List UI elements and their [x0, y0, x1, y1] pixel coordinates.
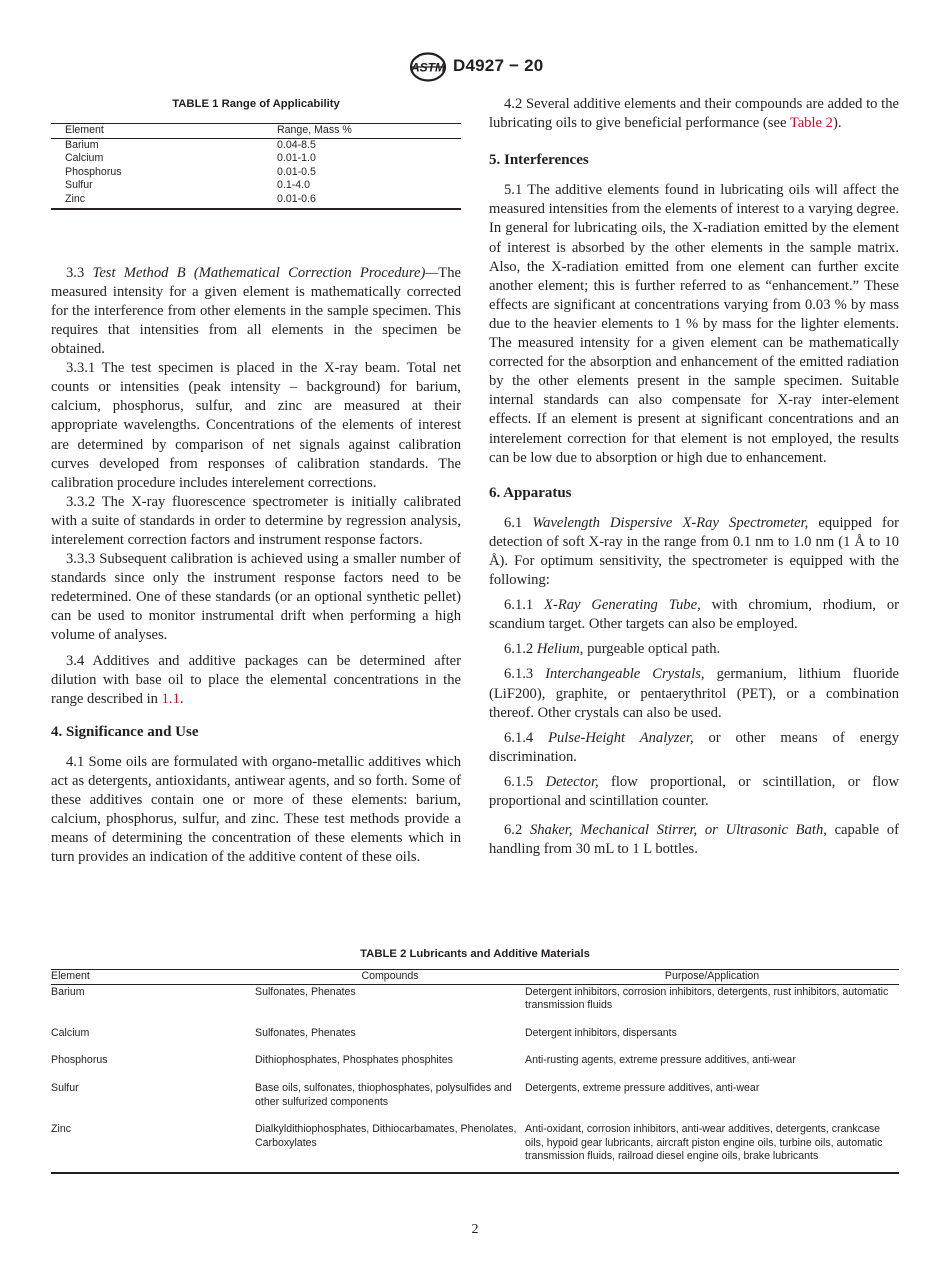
- paragraph-6-2: [489, 821, 899, 859]
- table2-compounds-cell: Sulfonates, Phenates: [255, 1026, 356, 1039]
- table2-header-element: Element: [51, 970, 255, 985]
- paragraph-text: germanium, lithium fluoride (LiF200), graphite, or pentaerythritol (PET), or a combination thereof. Other crystals can also be used.: [489, 666, 900, 721]
- paragraph-text: 3.4 Additives and additive packages can be determined after dilution with base oil to place the elemental concentrations in the range described in: [51, 652, 461, 707]
- table-row: [51, 179, 461, 193]
- paragraph-3-4: [51, 652, 461, 709]
- table2-element-cell: Zinc: [51, 1123, 255, 1173]
- paragraph-6-1-3: [489, 665, 899, 722]
- table-row: [51, 1027, 899, 1055]
- table2-element-cell: Barium: [51, 985, 85, 998]
- table-row: [51, 166, 461, 180]
- table1-range-cell: 0.01-0.5: [277, 165, 316, 178]
- paragraph-4-1: 4.1 Some oils are formulated with organo-metallic additives which act as detergents, antioxidants, antiwear agents, and so forth. Some of these additives contain one or more of these elements: barium, calcium, phosphorus, sulfur, and zinc. These test methods provide a means of determining the concentration of these elements which in turn provides an indication of the additive content of these oils.: [51, 753, 461, 866]
- paragraph-3-3: [51, 264, 461, 359]
- paragraph-3-3-1: 3.3.1 The test specimen is placed in the X-ray beam. Total net counts or intensities (peak intensity – background) for barium, calcium, phosphorus, sulfur, and zinc are measured at their appropriate wavelengths. Concentrations of the elements of interest are determined by comparison of net signals against calibration curves developed from responses of calibration standards. The calibration procedure includes interelement corrections.: [51, 360, 461, 491]
- table1-range-cell: 0.01-0.6: [277, 193, 461, 209]
- section-title: Detector,: [545, 773, 599, 790]
- paragraph-text-end: .: [179, 690, 184, 707]
- page-header: [0, 52, 950, 92]
- section-1-1-link[interactable]: 1.1: [161, 690, 180, 707]
- astm-logo-icon: [409, 52, 447, 82]
- paragraph-text: The measured intensity for a given element is mathematically corrected for the interference from other elements in the sample specimen. This requires that intensities from all elements in the specimen be obtained.: [51, 264, 461, 358]
- table2: [51, 969, 899, 1174]
- section-title: X-Ray Generating Tube,: [544, 597, 701, 614]
- section-title: Pulse-Height Analyzer,: [548, 729, 694, 746]
- page-number: 2: [471, 1222, 479, 1237]
- table1-header-range: Range, Mass %: [277, 124, 461, 139]
- table1-element-cell: Zinc: [51, 193, 277, 209]
- table2-element-cell: Calcium: [51, 1026, 90, 1039]
- table2-element-cell: Sulfur: [51, 1081, 79, 1094]
- table2-element-cell: Phosphorus: [51, 1054, 108, 1067]
- table2-purpose-cell: Detergent inhibitors, dispersants: [525, 1026, 677, 1039]
- paragraph-3-3-3: 3.3.3 Subsequent calibration is achieved using a smaller number of standards since only the instrument response factors need to be redetermined. One of these standards (or an optional synthetic pellet) can be used to monitor instrumental drift when performing a high volume of analyses.: [51, 551, 461, 644]
- table2-compounds-cell: Dithiophosphates, Phosphates phosphites: [255, 1054, 453, 1067]
- table1-header-element: Element: [51, 124, 277, 139]
- section-number: 6.2: [504, 822, 523, 839]
- paragraph-6-1-5: [489, 773, 899, 811]
- paragraph-6-1-2: [489, 640, 899, 659]
- paragraph-6-1-4: [489, 729, 899, 767]
- table-row: [51, 193, 461, 209]
- table1: [51, 123, 461, 210]
- paragraph-text: capable of handling from 30 mL to 1 L bottles.: [489, 822, 899, 858]
- section-title: Interchangeable Crystals,: [545, 666, 705, 683]
- table2-block: [51, 948, 899, 1174]
- section-6-heading: 6. Apparatus: [489, 484, 572, 501]
- section-number: 6.1.3: [504, 666, 534, 683]
- table1-element-cell: Sulfur: [65, 179, 93, 192]
- section-title: Wavelength Dispersive X-Ray Spectrometer,: [532, 514, 809, 531]
- table2-compounds-cell: Sulfonates, Phenates: [255, 985, 356, 998]
- table-row: [51, 984, 899, 1027]
- paragraph-text: flow proportional, or scintillation, or flow proportional and scintillation counter.: [489, 773, 899, 809]
- paragraph-text: with chromium, rhodium, or scandium target. Other targets can also be employed.: [489, 597, 899, 633]
- section-number: 6.1.2: [504, 641, 534, 658]
- table1-range-cell: 0.01-1.0: [277, 152, 316, 165]
- logo-text: ASTM: [411, 60, 445, 75]
- section-title: Helium,: [536, 641, 584, 658]
- table1-header-row: [51, 124, 461, 139]
- table-row: [51, 1054, 899, 1082]
- table2-purpose-cell: Detergent inhibitors, corrosion inhibitors, detergents, rust inhibitors, automatic transmission fluids: [525, 985, 889, 1012]
- paragraph-text: 4.2 Several additive elements and their compounds are added to the lubricating oils to give beneficial performance (see: [489, 96, 899, 132]
- section-title: Shaker, Mechanical Stirrer, or Ultrasonic Bath,: [529, 822, 827, 839]
- paragraph-3-3-2: 3.3.2 The X-ray fluorescence spectrometer is initially calibrated with a suite of standards in order to determine by regression analysis, interelement correction factors and instrument response factors.: [51, 493, 461, 548]
- table2-header-row: [51, 970, 899, 985]
- paragraph-text-end: ).: [832, 115, 842, 132]
- left-column: [51, 95, 461, 867]
- table2-purpose-cell: Anti-rusting agents, extreme pressure additives, anti-wear: [525, 1054, 796, 1067]
- section-4-heading: 4. Significance and Use: [51, 723, 199, 740]
- paragraph-6-1: [489, 514, 899, 590]
- table2-caption: TABLE 2 Lubricants and Additive Materials: [360, 948, 590, 960]
- table-row: [51, 1123, 899, 1173]
- section-number: 6.1.4: [504, 729, 534, 746]
- paragraph-5-1: 5.1 The additive elements found in lubricating oils will affect the measured intensities from the elements of interest to a varying degree. In general for lubricating oils, the X-radiation emitted by the element of interest is absorbed by the other elements in the sample matrix. Also, the X-radiation emitted from one element can further excite another element; this is further referred to as “enhancement.” These effects are significant at concentrations varying from 0.03 % by mass due to the heavier elements to 1 % by mass for the lighter elements. The measured intensity for a given element can be mathematically corrected for the absorption and enhancement of the emitted radiation by the other elements present in the sample specimen. Suitable internal standards can also compensate for X-ray inter-element effects. If an element is present at significant concentrations and an interelement correction for that element is not employed, the results can be low due to absorption or high due to enhancement.: [489, 182, 899, 466]
- table2-link[interactable]: Table 2: [789, 115, 833, 132]
- document-designation: D4927 − 20: [453, 56, 544, 75]
- table2-header-compounds: Compounds: [255, 970, 525, 985]
- table1-range-cell: 0.1-4.0: [277, 179, 310, 192]
- table-row: [51, 138, 461, 152]
- section-5-heading: 5. Interferences: [489, 152, 589, 169]
- table1-range-cell: 0.04-8.5: [277, 138, 316, 151]
- table-row: [51, 1082, 899, 1123]
- paragraph-text: equipped for detection of soft X-ray in the range from 0.1 nm to 1.0 nm (1 Å to 10 Å). For optimum sensitivity, the spectrometer is equipped with the following:: [489, 514, 900, 589]
- section-number: 6.1.1: [504, 597, 534, 614]
- section-number: 3.3: [66, 264, 85, 281]
- table1-caption: TABLE 1 Range of Applicability: [172, 98, 340, 110]
- table2-header-purpose: Purpose/Application: [525, 970, 899, 985]
- right-column: [489, 95, 899, 859]
- paragraph-text: or other means of energy discrimination.: [489, 729, 900, 765]
- section-title: Test Method B (Mathematical Correction Procedure)—: [92, 264, 439, 281]
- table1-element-cell: Phosphorus: [65, 165, 122, 178]
- table2-compounds-cell: Dialkyldithiophosphates, Dithiocarbamates, Phenolates, Carboxylates: [255, 1123, 525, 1173]
- paragraph-4-2: [489, 95, 899, 133]
- paragraph-6-1-1: [489, 596, 899, 634]
- table2-purpose-cell: Anti-oxidant, corrosion inhibitors, anti-wear additives, detergents, crankcase oils, hypoid gear lubricants, aircraft piston engine oils, turbine oils, automatic transmission fluids, railroad diesel engine oils, brake lubricants: [525, 1123, 899, 1173]
- table1-element-cell: Calcium: [65, 152, 104, 165]
- table1-block: [51, 95, 461, 210]
- paragraph-text: purgeable optical path.: [583, 641, 721, 658]
- table2-compounds-cell: Base oils, sulfonates, thiophosphates, polysulfides and other sulfurized components: [255, 1081, 512, 1108]
- table-row: [51, 152, 461, 166]
- table2-purpose-cell: Detergents, extreme pressure additives, anti-wear: [525, 1081, 760, 1094]
- section-number: 6.1.5: [504, 773, 534, 790]
- table1-element-cell: Barium: [65, 138, 99, 151]
- section-number: 6.1: [504, 514, 523, 531]
